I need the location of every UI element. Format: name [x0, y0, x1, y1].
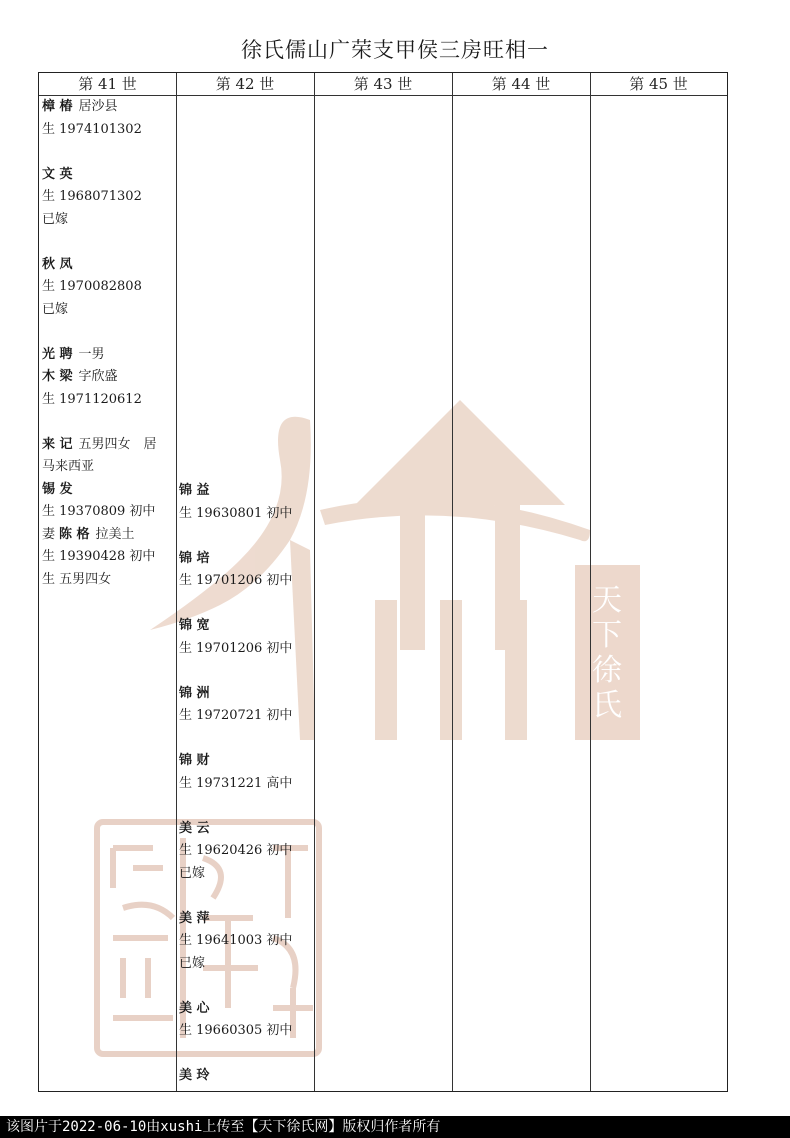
- person-detail-line: 生 19701206 初中: [179, 573, 293, 588]
- person-name-line: [179, 998, 292, 1021]
- person-detail-line: 生 19630801 初中: [179, 505, 293, 521]
- person-name-line: [179, 1065, 292, 1088]
- person-name-line: [42, 164, 157, 187]
- relation-prefix: 妻: [42, 526, 56, 542]
- gen42-entries: [179, 480, 292, 1088]
- person-name: 木 梁: [42, 369, 73, 384]
- person-name-line: [42, 479, 157, 502]
- person-name: 锦 培: [179, 550, 210, 566]
- person-note: 字欣盛: [78, 369, 118, 384]
- person-name: 秋 凤: [42, 256, 73, 272]
- person-detail-line: 生 1970082808: [42, 279, 142, 294]
- person-detail-line: 已嫁: [179, 955, 206, 971]
- column-header-gen44: 第 44 世: [491, 75, 551, 93]
- person-name: 锦 益: [179, 483, 210, 498]
- entry-spacer: [179, 885, 292, 908]
- person-name-line: [179, 750, 292, 773]
- person-name: 锦 洲: [179, 685, 210, 701]
- person-detail-line: 生 1968071302: [42, 189, 142, 204]
- person-detail-line: 马来西亚: [42, 459, 95, 474]
- person-detail-line: 生 19701206 初中: [179, 640, 293, 656]
- person-detail-line: 生 1974101302: [42, 121, 142, 137]
- person-note: 拉美土: [95, 526, 135, 542]
- person-name: 来 记: [42, 436, 73, 452]
- person-detail-line: 生 19731221 高中: [179, 775, 293, 791]
- entry-spacer: [42, 321, 157, 344]
- person-name-line: [179, 480, 292, 503]
- person-note: 居沙县: [78, 99, 118, 114]
- person-detail-line: 生 19620426 初中: [179, 843, 293, 858]
- person-name-line: [179, 818, 292, 841]
- person-name: 锦 宽: [179, 618, 210, 633]
- column-divider: [176, 73, 177, 1091]
- person-name: 锡 发: [42, 481, 73, 497]
- page-title: 徐氏儒山广荣支甲侯三房旺相一: [241, 38, 549, 62]
- column-divider: [590, 73, 591, 1091]
- person-name: 美 萍: [179, 910, 210, 926]
- person-name-line: [42, 96, 157, 119]
- entry-spacer: [179, 975, 292, 998]
- person-name: 美 玲: [179, 1068, 210, 1083]
- person-name-line: [179, 908, 292, 931]
- person-detail-line: 已嫁: [42, 301, 69, 317]
- column-header-gen41: 第 41 世: [78, 75, 137, 93]
- person-detail-line: 已嫁: [42, 211, 69, 227]
- person-detail-line: 生 19390428 初中: [42, 549, 156, 564]
- column-divider: [314, 73, 315, 1091]
- person-detail-line: 生 五男四女: [42, 571, 112, 587]
- entry-spacer: [42, 141, 157, 164]
- svg-text:天: 天: [592, 583, 622, 618]
- person-name-line: [42, 434, 157, 457]
- person-name-line: [42, 524, 157, 547]
- entry-spacer: [179, 593, 292, 616]
- person-name: 光 聘: [42, 346, 73, 362]
- svg-text:下: 下: [592, 618, 622, 653]
- person-name-line: [42, 344, 157, 367]
- column-divider: [452, 73, 453, 1091]
- person-name-line: [42, 366, 157, 389]
- person-name: 美 心: [179, 1000, 210, 1016]
- entry-spacer: [42, 231, 157, 254]
- entry-spacer: [179, 1043, 292, 1066]
- person-detail-line: 已嫁: [179, 865, 206, 881]
- person-name: 樟 椿: [42, 99, 73, 114]
- svg-text:徐: 徐: [592, 653, 622, 688]
- person-detail-line: 生 19370809 初中: [42, 504, 156, 519]
- column-header-gen43: 第 43 世: [353, 75, 413, 93]
- person-name-line: [42, 254, 157, 277]
- person-name: 陈 格: [59, 526, 90, 542]
- person-name-line: [179, 615, 292, 638]
- person-note: 一男: [78, 346, 105, 362]
- copyright-footer: 该图片于2022-06-10由xushi上传至【天下徐氏网】版权归作者所有: [0, 1116, 790, 1138]
- column-header-gen45: 第 45 世: [629, 75, 688, 93]
- entry-spacer: [179, 728, 292, 751]
- entry-spacer: [179, 795, 292, 818]
- entry-spacer: [179, 525, 292, 548]
- person-detail-line: 生 1971120612: [42, 391, 142, 407]
- person-note: 五男四女 居: [78, 436, 157, 452]
- person-detail-line: 生 19660305 初中: [179, 1023, 293, 1038]
- person-detail-line: 生 19641003 初中: [179, 933, 293, 948]
- person-name-line: [179, 548, 292, 571]
- person-name: 锦 财: [179, 753, 210, 768]
- column-header-gen42: 第 42 世: [215, 75, 275, 93]
- person-name: 美 云: [179, 820, 210, 836]
- genealogy-table: [38, 72, 728, 1092]
- entry-spacer: [179, 660, 292, 683]
- gen41-entries: [42, 96, 157, 591]
- svg-text:氏: 氏: [592, 688, 622, 723]
- entry-spacer: [42, 411, 157, 434]
- person-detail-line: 生 19720721 初中: [179, 708, 293, 723]
- person-name-line: [179, 683, 292, 706]
- person-name: 文 英: [42, 166, 73, 182]
